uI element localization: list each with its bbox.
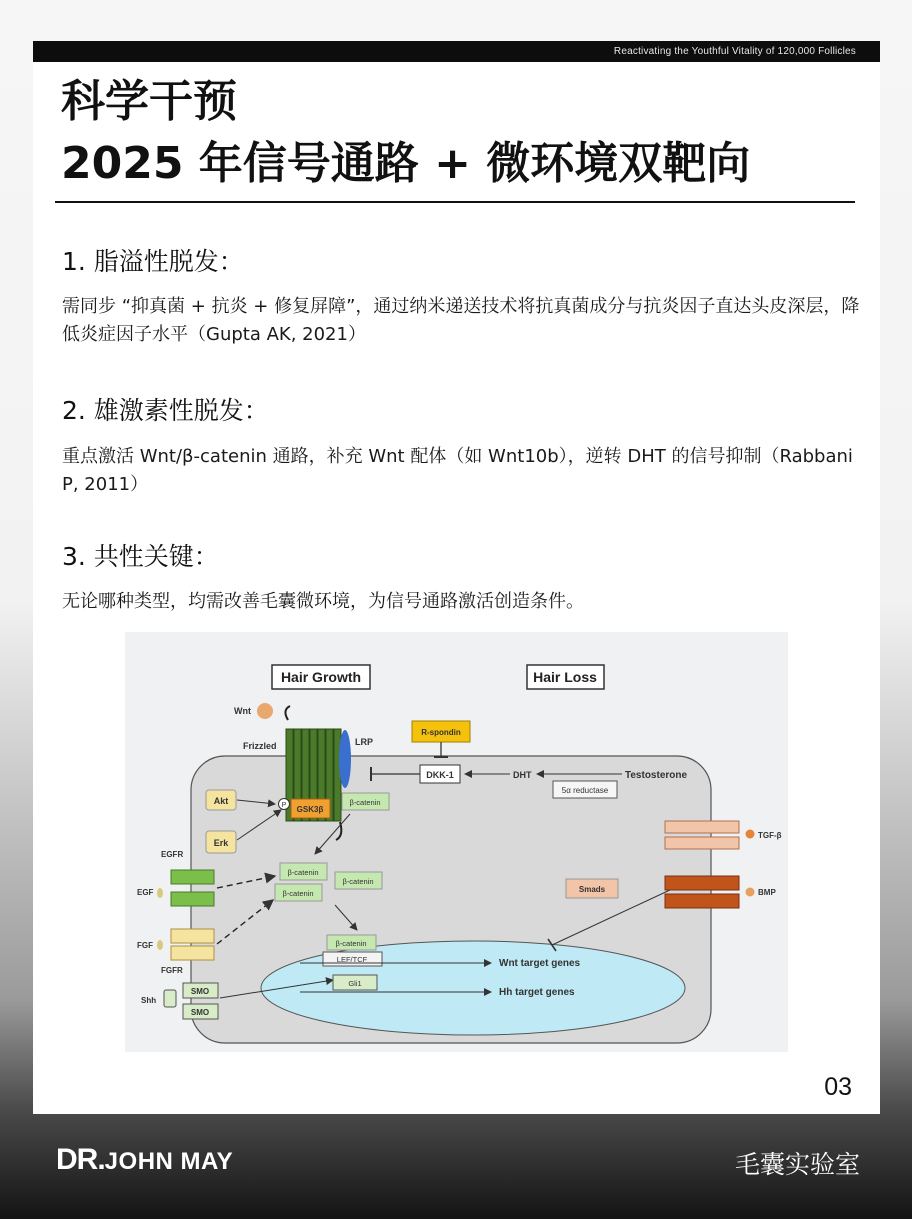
egf-ligand [157, 888, 163, 898]
tgf-receptor-top [665, 821, 739, 833]
bmp-receptor-bottom [665, 894, 739, 908]
section-body-3: 无论哪种类型，均需改善毛囊微环境，为信号通路激活创造条件。 [62, 591, 584, 612]
page-number: 03 [824, 1073, 852, 1101]
fgf-ligand [157, 940, 163, 950]
section-heading-3: 3. 共性关键： [62, 542, 219, 571]
testosterone-label: Testosterone [625, 770, 688, 781]
tgf-label: TGF-β [758, 831, 782, 840]
dht-label: DHT [513, 770, 532, 780]
smo-label-1: SMO [190, 987, 210, 996]
bmp-receptor-top [665, 876, 739, 890]
tgf-receptor-bottom [665, 837, 739, 849]
fgfr-receptor-top [171, 929, 214, 943]
hair-loss-label: Hair Loss [533, 669, 597, 685]
lef-tcf-label: LEF/TCF [336, 955, 368, 964]
dkk1-label: DKK-1 [426, 770, 454, 780]
egfr-receptor-bottom [171, 892, 214, 906]
shh-label: Shh [141, 996, 157, 1005]
akt-label: Akt [213, 796, 229, 806]
egfr-receptor-top [171, 870, 214, 884]
beta-catenin-nuclear-label: β-catenin [335, 939, 367, 948]
signaling-pathway-diagram [125, 632, 788, 1052]
page-subtitle: 2025 年信号通路 + 微环境双靶向 [61, 138, 751, 189]
gsk3b-label: GSK3β [296, 805, 324, 814]
brand-dr: DR. [56, 1143, 105, 1176]
title-divider [55, 201, 855, 203]
hh-target-label: Hh target genes [499, 987, 575, 998]
bmp-label: BMP [758, 888, 776, 897]
brand-name: JOHN MAY [104, 1148, 234, 1175]
tagline: Reactivating the Youthful Vitality of 120,000 Follicles [613, 46, 856, 57]
smads-label: Smads [578, 885, 606, 894]
erk-label: Erk [213, 838, 229, 848]
top-banner [33, 41, 880, 62]
smo-label-2: SMO [190, 1008, 210, 1017]
lrp-receptor [339, 730, 351, 788]
hair-growth-label: Hair Growth [280, 669, 362, 685]
lrp-label: LRP [355, 737, 373, 747]
section-heading-1: 1. 脂溢性脱发： [62, 247, 244, 276]
content-card [33, 41, 880, 1114]
shh-ligand [164, 990, 176, 1007]
beta-catenin-label-2: β-catenin [287, 868, 319, 877]
r-spondin-label: R-spondin [421, 728, 461, 737]
section-heading-2: 2. 雄激素性脱发： [62, 396, 269, 425]
wnt-ligand [257, 703, 273, 719]
brand-logo [56, 1143, 233, 1177]
wnt-target-label: Wnt target genes [499, 958, 581, 969]
egfr-label: EGFR [161, 850, 184, 859]
lab-name: 毛囊实验室 [734, 1150, 860, 1179]
bmp-ligand [746, 888, 755, 897]
frizzled-label: Frizzled [243, 741, 277, 751]
phospho-label: P [281, 802, 287, 809]
gli1-label: Gli1 [348, 979, 362, 988]
fgf-label: FGF [137, 941, 153, 950]
egf-label: EGF [137, 888, 154, 897]
beta-catenin-label-1: β-catenin [349, 798, 381, 807]
beta-catenin-label-3: β-catenin [342, 877, 374, 886]
section-body-1: 需同步 “抑真菌 + 抗炎 + 修复屏障”，通过纳米递送技术将抗真菌成分与抗炎因子直达头皮深层，降低炎症因子水平（Gupta AK, 2021） [62, 296, 860, 345]
fgfr-receptor-bottom [171, 946, 214, 960]
reductase-label: 5α reductase [561, 786, 609, 795]
tgf-ligand [746, 830, 755, 839]
wnt-label: Wnt [234, 706, 251, 716]
beta-catenin-label-4: β-catenin [282, 889, 314, 898]
section-body-2: 重点激活 Wnt/β-catenin 通路，补充 Wnt 配体（如 Wnt10b），逆转 DHT 的信号抑制（Rabbani P, 2011） [62, 446, 853, 495]
fgfr-label: FGFR [161, 966, 183, 975]
frizzled-tail [285, 706, 290, 720]
page-title: 科学干预 [61, 76, 237, 127]
